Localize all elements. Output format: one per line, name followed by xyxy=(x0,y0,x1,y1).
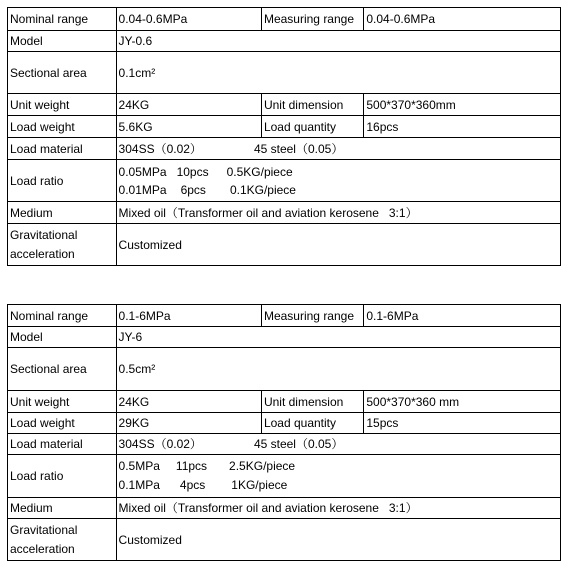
measuring-range-value: 0.1-6MPa xyxy=(364,305,561,327)
gravitational-label: Gravitational acceleration xyxy=(8,519,117,561)
row-load-ratio xyxy=(8,160,561,202)
row-load-ratio xyxy=(8,455,561,498)
load-quantity-value: 15pcs xyxy=(364,413,561,434)
model-label: Model xyxy=(8,31,117,52)
gravitational-value: Customized xyxy=(116,519,560,561)
load-ratio-label: Load ratio xyxy=(8,160,117,202)
measuring-range-value: 0.04-0.6MPa xyxy=(364,8,561,31)
unit-weight-value: 24KG xyxy=(116,391,261,413)
load-weight-label: Load weight xyxy=(8,116,117,138)
load-ratio-value xyxy=(116,160,560,202)
load-ratio-line: 0.01MPa 6pcs 0.1KG/piece xyxy=(118,182,296,197)
load-quantity-label: Load quantity xyxy=(261,413,363,434)
nominal-range-value: 0.04-0.6MPa xyxy=(116,8,261,31)
row-medium xyxy=(8,498,561,519)
gravitational-value: Customized xyxy=(116,224,560,266)
load-material-label: Load material xyxy=(8,434,117,455)
gravitational-label: Gravitational acceleration xyxy=(8,224,117,266)
nominal-range-value: 0.1-6MPa xyxy=(116,305,261,327)
unit-dimension-label: Unit dimension xyxy=(261,94,363,116)
row-unit-weight xyxy=(8,391,561,413)
load-material-value xyxy=(116,434,560,455)
sectional-area-value: 0.5cm² xyxy=(116,348,560,391)
medium-value: Mixed oil（Transformer oil and aviation kerosene 3:1） xyxy=(116,498,560,519)
row-nominal-range xyxy=(8,305,561,327)
row-sectional-area xyxy=(8,348,561,391)
unit-weight-label: Unit weight xyxy=(8,94,117,116)
model-value: JY-0.6 xyxy=(116,31,560,52)
sectional-area-label: Sectional area xyxy=(8,348,117,391)
row-model xyxy=(8,327,561,348)
unit-weight-label: Unit weight xyxy=(8,391,117,413)
load-material-a: 304SS（0.02） xyxy=(118,141,202,156)
row-unit-weight xyxy=(8,94,561,116)
model-label: Model xyxy=(8,327,117,348)
unit-dimension-value: 500*370*360mm xyxy=(364,94,561,116)
model-value: JY-6 xyxy=(116,327,560,348)
measuring-range-label: Measuring range xyxy=(261,305,363,327)
row-load-weight xyxy=(8,116,561,138)
load-weight-value: 5.6KG xyxy=(116,116,261,138)
load-quantity-label: Load quantity xyxy=(261,116,363,138)
load-quantity-value: 16pcs xyxy=(364,116,561,138)
row-gravitational-acceleration xyxy=(8,224,561,266)
unit-weight-value: 24KG xyxy=(116,94,261,116)
spec-table-jy-6 xyxy=(7,304,561,561)
row-nominal-range xyxy=(8,8,561,31)
load-material-value xyxy=(116,138,560,160)
row-medium xyxy=(8,202,561,224)
row-load-material xyxy=(8,138,561,160)
load-ratio-line: 0.05MPa 10pcs 0.5KG/piece xyxy=(118,164,293,179)
load-material-a: 304SS（0.02） xyxy=(118,437,202,451)
row-sectional-area xyxy=(8,52,561,94)
unit-dimension-label: Unit dimension xyxy=(261,391,363,413)
sectional-area-label: Sectional area xyxy=(8,52,117,94)
unit-dimension-value: 500*370*360 mm xyxy=(364,391,561,413)
load-material-b: 45 steel（0.05） xyxy=(253,141,344,156)
load-weight-value: 29KG xyxy=(116,413,261,434)
load-ratio-label: Load ratio xyxy=(8,455,117,498)
medium-label: Medium xyxy=(8,498,117,519)
nominal-range-label: Nominal range xyxy=(8,8,117,31)
load-weight-label: Load weight xyxy=(8,413,117,434)
row-model xyxy=(8,31,561,52)
medium-label: Medium xyxy=(8,202,117,224)
medium-value: Mixed oil（Transformer oil and aviation kerosene 3:1） xyxy=(116,202,560,224)
measuring-range-label: Measuring range xyxy=(261,8,363,31)
row-gravitational-acceleration xyxy=(8,519,561,561)
row-load-material xyxy=(8,434,561,455)
spec-table-jy-0-6 xyxy=(7,7,561,266)
nominal-range-label: Nominal range xyxy=(8,305,117,327)
load-material-label: Load material xyxy=(8,138,117,160)
row-load-weight xyxy=(8,413,561,434)
load-ratio-line: 0.5MPa 11pcs 2.5KG/piece xyxy=(118,459,296,473)
load-ratio-line: 0.1MPa 4pcs 1KG/piece xyxy=(118,478,288,492)
load-material-b: 45 steel（0.05） xyxy=(253,437,344,451)
sectional-area-value: 0.1cm² xyxy=(116,52,560,94)
load-ratio-value xyxy=(116,455,560,498)
